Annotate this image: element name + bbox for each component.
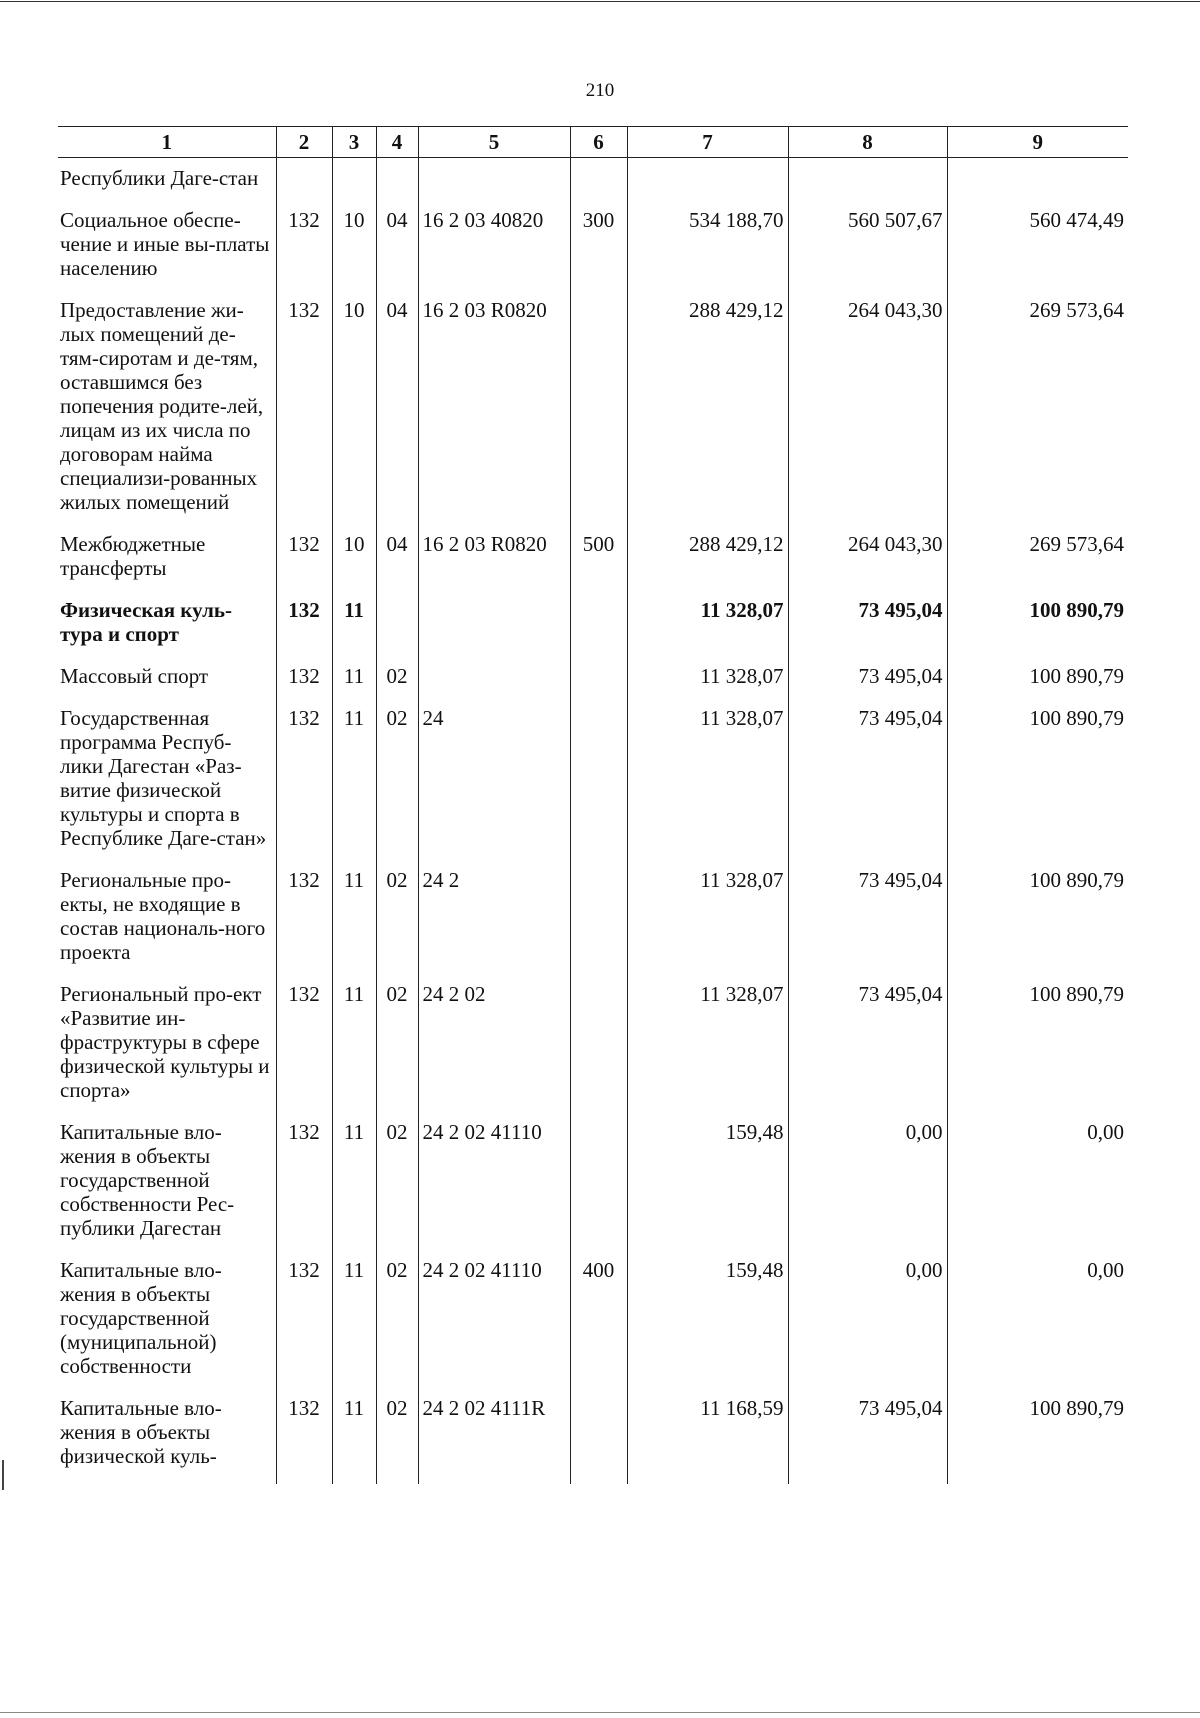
row-code-3: 11 (332, 706, 376, 868)
row-code-4: 02 (376, 1258, 418, 1396)
column-header: 5 (418, 127, 570, 158)
row-name: Республики Даге-стан (58, 158, 276, 209)
row-name: Физическая куль-тура и спорт (58, 598, 276, 664)
row-value-8: 264 043,30 (788, 298, 947, 532)
row-code-3: 11 (332, 1258, 376, 1396)
row-code-3: 11 (332, 1396, 376, 1484)
row-code-5: 24 2 02 4111R (418, 1396, 570, 1484)
row-code-3: 10 (332, 532, 376, 598)
table-row (58, 158, 1128, 209)
row-name: Предоставление жи-лых помещений де-тям-сиротам и де-тям, оставшимся без попечения родите-лей, лицам из их числа по договорам найма специализи-рованных жилых помещений (58, 298, 276, 532)
row-value-9: 100 890,79 (947, 868, 1128, 982)
row-code-6 (570, 598, 627, 664)
row-code-5: 16 2 03 40820 (418, 208, 570, 298)
row-code-2: 132 (276, 868, 332, 982)
row-value-8: 73 495,04 (788, 706, 947, 868)
row-code-6 (570, 868, 627, 982)
row-name: Капитальные вло-жения в объекты физической куль- (58, 1396, 276, 1484)
row-value-9 (947, 158, 1128, 209)
scan-mark-left (2, 1460, 4, 1490)
row-code-4: 02 (376, 1120, 418, 1258)
row-code-4: 02 (376, 1396, 418, 1484)
row-code-2: 132 (276, 598, 332, 664)
row-name: Региональные про-екты, не входящие в состав националь-ного проекта (58, 868, 276, 982)
row-code-5: 24 2 (418, 868, 570, 982)
row-code-6 (570, 664, 627, 706)
row-value-8: 560 507,67 (788, 208, 947, 298)
row-value-7: 11 328,07 (627, 982, 788, 1120)
table-row (58, 982, 1128, 1120)
row-code-3: 11 (332, 868, 376, 982)
scan-mark-bottom (0, 1712, 1200, 1713)
row-name: Массовый спорт (58, 664, 276, 706)
row-code-6 (570, 298, 627, 532)
row-value-8: 73 495,04 (788, 868, 947, 982)
row-code-6: 400 (570, 1258, 627, 1396)
row-name: Региональный про-ект «Развитие ин-фраструктуры в сфере физической культуры и спорта» (58, 982, 276, 1120)
row-code-2: 132 (276, 1396, 332, 1484)
row-value-9: 100 890,79 (947, 706, 1128, 868)
row-code-4: 02 (376, 706, 418, 868)
row-value-8: 73 495,04 (788, 1396, 947, 1484)
table-row (58, 298, 1128, 532)
row-code-6 (570, 158, 627, 209)
row-code-6 (570, 706, 627, 868)
row-name: Межбюджетные трансферты (58, 532, 276, 598)
column-header: 6 (570, 127, 627, 158)
row-value-7: 11 328,07 (627, 868, 788, 982)
header-row (58, 127, 1128, 158)
row-value-8: 73 495,04 (788, 982, 947, 1120)
column-header: 1 (58, 127, 276, 158)
row-value-7: 288 429,12 (627, 532, 788, 598)
table-row (58, 598, 1128, 664)
row-code-2: 132 (276, 982, 332, 1120)
top-rule (0, 1, 1200, 2)
column-header: 7 (627, 127, 788, 158)
row-code-5: 24 2 02 41110 (418, 1120, 570, 1258)
row-code-3 (332, 158, 376, 209)
row-code-4: 02 (376, 868, 418, 982)
row-value-7: 11 168,59 (627, 1396, 788, 1484)
row-value-9: 0,00 (947, 1258, 1128, 1396)
row-code-3: 11 (332, 1120, 376, 1258)
row-code-2 (276, 158, 332, 209)
table-row (58, 208, 1128, 298)
row-code-2: 132 (276, 706, 332, 868)
row-value-8: 73 495,04 (788, 664, 947, 706)
row-code-5 (418, 598, 570, 664)
row-value-7: 288 429,12 (627, 298, 788, 532)
row-value-9: 100 890,79 (947, 598, 1128, 664)
column-header: 4 (376, 127, 418, 158)
table-row (58, 868, 1128, 982)
row-code-3: 10 (332, 298, 376, 532)
row-code-5: 16 2 03 R0820 (418, 532, 570, 598)
row-value-8 (788, 158, 947, 209)
row-value-8: 0,00 (788, 1258, 947, 1396)
row-code-4: 04 (376, 208, 418, 298)
row-code-2: 132 (276, 532, 332, 598)
table-row (58, 532, 1128, 598)
row-code-2: 132 (276, 1120, 332, 1258)
row-code-5 (418, 664, 570, 706)
table-row (58, 664, 1128, 706)
row-code-4 (376, 598, 418, 664)
row-code-6 (570, 1120, 627, 1258)
row-code-6: 500 (570, 532, 627, 598)
table-row (58, 706, 1128, 868)
row-code-4: 02 (376, 664, 418, 706)
row-value-7: 11 328,07 (627, 706, 788, 868)
table-row (58, 1258, 1128, 1396)
row-value-7: 534 188,70 (627, 208, 788, 298)
row-code-3: 11 (332, 598, 376, 664)
row-code-2: 132 (276, 298, 332, 532)
table-row (58, 1396, 1128, 1484)
row-code-2: 132 (276, 664, 332, 706)
row-code-3: 11 (332, 664, 376, 706)
row-code-5: 24 2 02 41110 (418, 1258, 570, 1396)
row-value-9: 100 890,79 (947, 664, 1128, 706)
budget-table (58, 126, 1128, 1484)
row-code-4: 02 (376, 982, 418, 1120)
row-value-9: 269 573,64 (947, 532, 1128, 598)
row-value-9: 100 890,79 (947, 982, 1128, 1120)
row-value-7: 11 328,07 (627, 664, 788, 706)
row-name: Государственная программа Респуб-лики Дагестан «Раз-витие физической культуры и спорта в Республике Даге-стан» (58, 706, 276, 868)
page-number: 210 (585, 80, 615, 101)
row-value-7: 159,48 (627, 1258, 788, 1396)
table-row (58, 1120, 1128, 1258)
row-name: Социальное обеспе-чение и иные вы-платы населению (58, 208, 276, 298)
column-header: 2 (276, 127, 332, 158)
row-code-6 (570, 982, 627, 1120)
row-code-3: 10 (332, 208, 376, 298)
column-header: 9 (947, 127, 1128, 158)
row-value-8: 73 495,04 (788, 598, 947, 664)
row-code-5 (418, 158, 570, 209)
row-value-8: 0,00 (788, 1120, 947, 1258)
row-code-4: 04 (376, 298, 418, 532)
row-code-5: 24 (418, 706, 570, 868)
row-value-9: 560 474,49 (947, 208, 1128, 298)
row-value-9: 100 890,79 (947, 1396, 1128, 1484)
row-value-7: 159,48 (627, 1120, 788, 1258)
row-value-7: 11 328,07 (627, 598, 788, 664)
row-code-4: 04 (376, 532, 418, 598)
row-value-7 (627, 158, 788, 209)
row-code-5: 24 2 02 (418, 982, 570, 1120)
row-value-8: 264 043,30 (788, 532, 947, 598)
row-code-2: 132 (276, 208, 332, 298)
row-code-3: 11 (332, 982, 376, 1120)
row-code-2: 132 (276, 1258, 332, 1396)
row-code-6: 300 (570, 208, 627, 298)
row-value-9: 269 573,64 (947, 298, 1128, 532)
row-name: Капитальные вло-жения в объекты государственной (муниципальной) собственности (58, 1258, 276, 1396)
row-code-6 (570, 1396, 627, 1484)
column-header: 3 (332, 127, 376, 158)
row-name: Капитальные вло-жения в объекты государственной собственности Рес-публики Дагестан (58, 1120, 276, 1258)
row-code-5: 16 2 03 R0820 (418, 298, 570, 532)
column-header: 8 (788, 127, 947, 158)
row-value-9: 0,00 (947, 1120, 1128, 1258)
row-code-4 (376, 158, 418, 209)
